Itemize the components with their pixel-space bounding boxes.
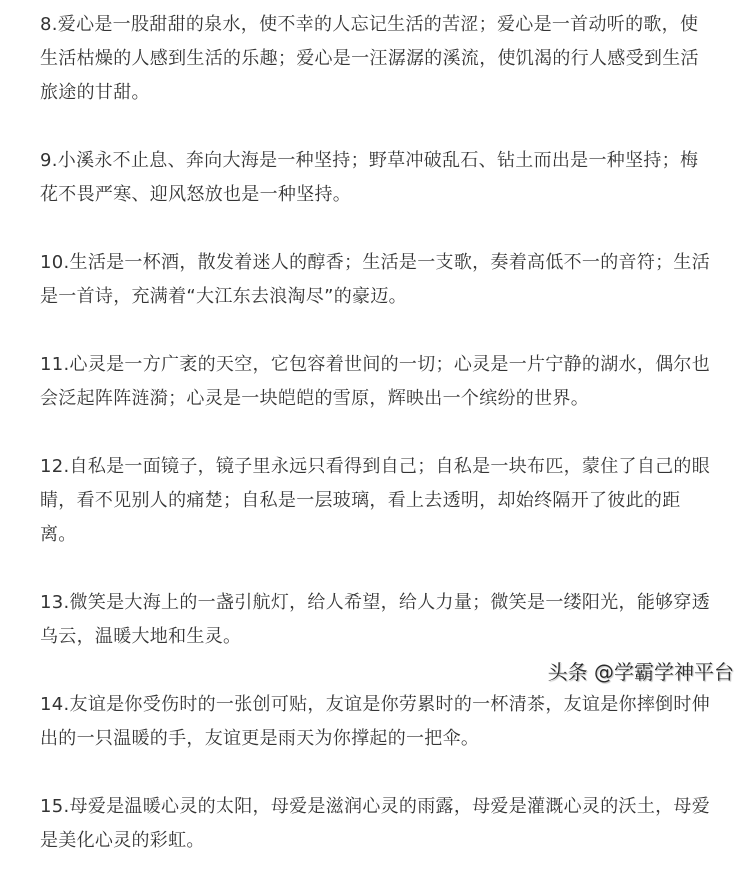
- paragraph-11: 11.心灵是一方广袤的天空，它包容着世间的一切；心灵是一片宁静的湖水，偶尔也会泛起阵阵涟漪；心灵是一块皑皑的雪原，辉映出一个缤纷的世界。: [40, 354, 711, 409]
- paragraph-9: 9.小溪永不止息、奔向大海是一种坚持；野草冲破乱石、钻土而出是一种坚持；梅花不畏严寒、迎风怒放也是一种坚持。: [40, 150, 699, 205]
- paragraph-10: 10.生活是一杯酒，散发着迷人的醇香；生活是一支歌，奏着高低不一的音符；生活是一首诗，充满着“大江东去浪淘尽”的豪迈。: [40, 252, 711, 307]
- watermark: 头条 @学霸学神平台: [547, 660, 734, 684]
- article-body: [40, 8, 712, 892]
- paragraph-14: 14.友谊是你受伤时的一张创可贴，友谊是你劳累时的一杯清茶，友谊是你摔倒时伸出的一只温暖的手，友谊更是雨天为你撑起的一把伞。: [40, 694, 711, 749]
- paragraph-8: 8.爱心是一股甜甜的泉水，使不幸的人忘记生活的苦涩；爱心是一首动听的歌，使生活枯燥的人感到生活的乐趣；爱心是一汪潺潺的溪流，使饥渴的行人感受到生活旅途的甘甜。: [40, 14, 699, 103]
- paragraph-13: 13.微笑是大海上的一盏引航灯，给人希望，给人力量；微笑是一缕阳光，能够穿透乌云，温暖大地和生灵。: [40, 592, 711, 647]
- paragraph-12: 12.自私是一面镜子，镜子里永远只看得到自己；自私是一块布匹，蒙住了自己的眼睛，看不见别人的痛楚；自私是一层玻璃，看上去透明，却始终隔开了彼此的距离。: [40, 456, 711, 545]
- paragraph-15: 15.母爱是温暖心灵的太阳，母爱是滋润心灵的雨露，母爱是灌溉心灵的沃土，母爱是美化心灵的彩虹。: [40, 796, 711, 851]
